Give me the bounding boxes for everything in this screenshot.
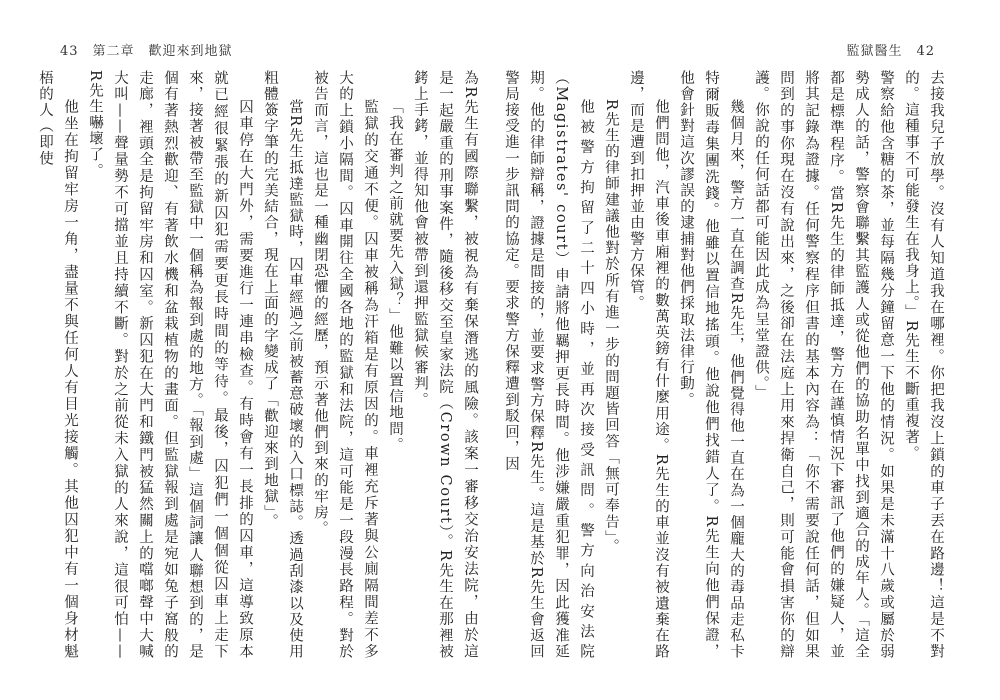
paragraph: 他坐在拘留牢房一角，盡量不與任何人有目光接觸。其他囚犯中有一個身材魁梧的人（即使 xyxy=(37,70,78,660)
left-page xyxy=(37,70,482,660)
paragraph: 當R先生抵達監獄時，囚車經過之前被蓄意破壞的入口標誌。透過刮漆以及使用粗體簽字筆的完美結合，現在上面的字變成了「歡迎來到地獄」。 xyxy=(262,70,303,660)
paragraph: 警察給他含糖的茶，並每隔幾分鐘留意一下他的情況。如果是未滿十八歲或屬於弱勢成人的話，警察會聯繫其監護人或從他們的協助名單中找到適合的成年人。「這全都是標準程序。當R先生的律師抵達，警方在謹慎情況下審訊了他們的嫌疑人，並將其記錄為證據。任何警察程序但書的基本內容為：「你不需要說任何話，但如果問到的事你現在沒有說出來，之後卻在法庭上用來捍衛自己，則可能會損害你的辯護。你說的任何話都可能因此成為呈堂證供。」 xyxy=(753,70,894,660)
paragraph: 監獄的交通不便。囚車被稱為汗箱是有原因的。車裡充斥著與公廁隔間差不多大的上鎖小隔間。囚車開往全國各地的監獄和法院，這可能是一段漫長路程。對於被告而言，這也是一種幽閉恐懼的經歷，預示著他們到來的牢房。 xyxy=(312,70,378,660)
paragraph: 囚車停在大門外，需要進行一連串檢查。有時會有一長排的囚車，這導致原本就已經很緊張的新囚犯需要更長時間的等待。最後，囚犯們一個個從囚車上走下來，接著被帶至監獄中一個稱為報到處的地方。「報到處」這個詞讓人聯想到的，是個有著熱烈歡迎、有著飲水機和盆栽植物的畫面。但監獄報到處是宛如兔子窩般的走廊，裡頭全是拘留牢房和囚室。新囚犯在大門和鐵門被猛然關上的噹啷聲中大喊大叫——聲量勢不可擋並且持續不斷。對於之前從未入獄的人來說，這很可怕——R先生嚇壞了。 xyxy=(87,70,253,660)
paragraph: 幾個月來，警方一直在調查R先生，他們覺得他一直在為一個龐大的毒品走私卡特爾販毒集團洗錢。他雖以置信地搖頭。他說他們找錯人了。R先生向他們保證，他會針對這次謬誤的逮捕對他們採取法律行動。 xyxy=(678,70,744,660)
paragraph: 他被警方拘留了二十四小時，並再次接受訊問。警方向治安法院（Magistrates' court）申請將他羈押更長時間。他涉嫌嚴重犯罪，因此獲准延期。他的律師辯稱，證據是間接的，並要求警方保釋R先生。這是基於R先生會返回警局接受進一步訊問的協定。要求警方保釋遭到駁回，因 xyxy=(503,70,594,660)
paragraph: 他們問他，汽車後車廂裡的數萬英鎊有什麼用途。R先生的車並沒有被遺棄在路邊，而是遭到扣押並由警方保管。 xyxy=(628,70,669,660)
paragraph: 為R先生有國際聯繫，被視為有棄保潛逃的風險。該案一審移交治安法院，由於這是一起嚴重的刑事案件，隨後移交至皇家法院（Crown Court）。R先生在那裡被銬上手銬，並得知他會被帶到還押監獄候審判。 xyxy=(412,70,478,660)
right-page-header: 監獄醫生 42 xyxy=(846,44,935,59)
right-page-body xyxy=(503,70,948,660)
left-page-body xyxy=(37,70,482,660)
right-page xyxy=(503,70,948,660)
left-page-header: 43 第二章 歡迎來到地獄 xyxy=(60,44,233,59)
paragraph: R先生的律師建議他對於所有進一步的問題皆回答「無可奉告」。 xyxy=(603,99,619,556)
paragraph: 「我在審判之前就要先入獄？」他難以置信地問。 xyxy=(387,99,403,454)
paragraph: 去接我兒子放學。沒有人知道我在哪裡。你把我沒上鎖的車子丟在路邊！這是不對的。這種事不可能發生在我身上。」R先生不斷重複著。 xyxy=(903,70,944,660)
